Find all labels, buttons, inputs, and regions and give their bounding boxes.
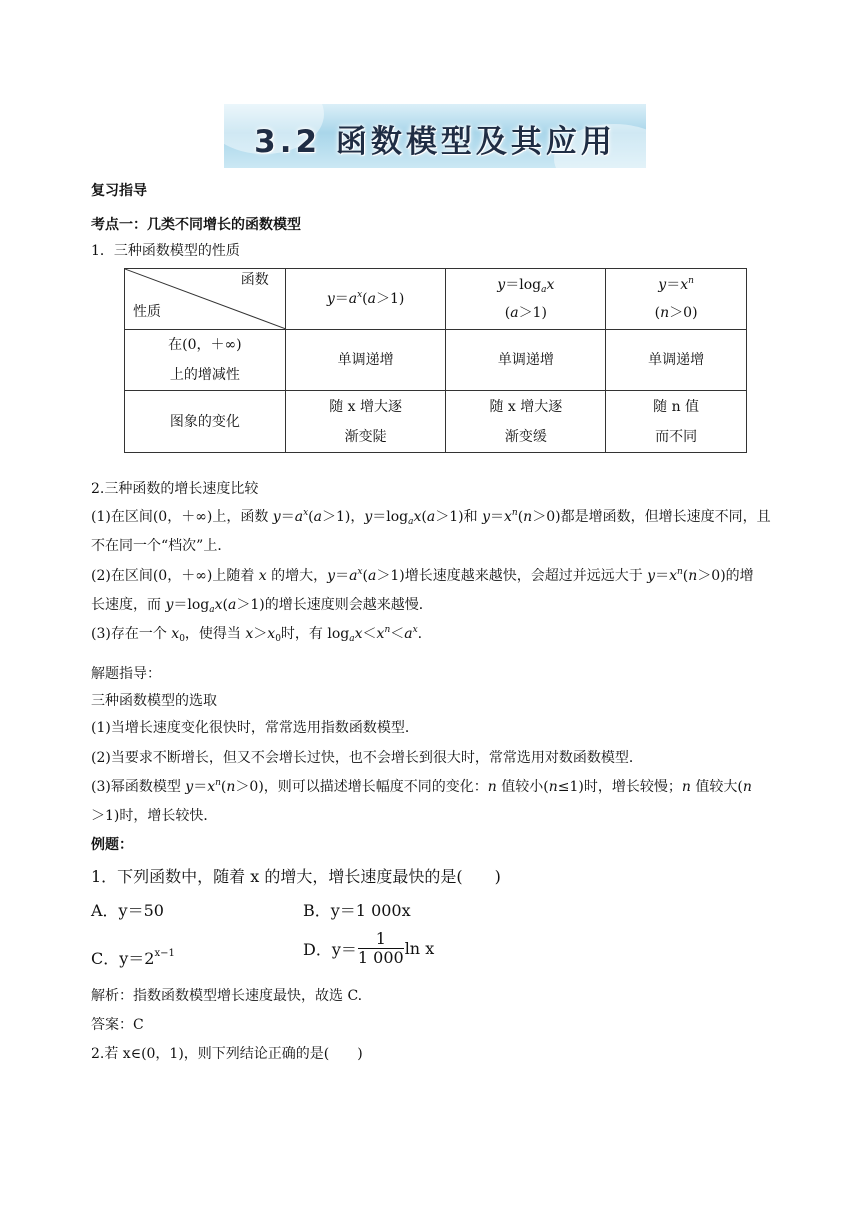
select-point-3-cont: ＞1)时，增长较快．: [91, 808, 218, 824]
table-cell: 随 x 增大逐 渐变缓: [446, 391, 606, 453]
row-label-graph-change: 图象的变化: [125, 391, 286, 453]
comparison-point-1-cont: 不在同一个“档次”上．: [91, 538, 232, 554]
row-label-monotonicity: 在(0，＋∞) 上的增减性: [125, 330, 286, 391]
table-row: [125, 330, 747, 391]
comparison-point-1: (1)在区间(0，＋∞)上，函数 $y=a^x(a>1)$，$y=\log_ax(a>1)$和 $y=x^n(n>0)$都是增函数，但增长速度不同，且: [91, 508, 771, 527]
header-property-label: 性质: [133, 304, 161, 320]
select-heading: 三种函数模型的选取: [91, 693, 217, 709]
solve-guide-heading: 解题指导：: [91, 666, 161, 682]
table-row: [125, 391, 747, 453]
table-cell: 随 x 增大逐 渐变陡: [285, 391, 446, 453]
page-title: 3.2 函数模型及其应用: [254, 124, 616, 160]
table-header-row: [125, 269, 747, 330]
topic-heading: 考点一：几类不同增长的函数模型: [91, 217, 301, 233]
title-banner: [224, 104, 646, 168]
question-2: 2.若 x∈(0，1)，则下列结论正确的是( ): [91, 1046, 363, 1062]
analysis-text: 解析：指数函数模型增长速度最快，故选 C.: [91, 988, 363, 1004]
table-cell: 随 n 值 而不同: [606, 391, 747, 453]
item2-title: 2.三种函数的增长速度比较: [91, 481, 259, 497]
diagonal-header-cell: [125, 269, 286, 330]
header-power: $y=x^n$ (n＞0): [606, 269, 747, 330]
comparison-point-2-cont: 长速度，而 $y=\log_ax(a>1)$的增长速度则会越来越慢．: [91, 597, 433, 615]
comparison-point-2: (2)在区间(0，＋∞)上随着 x 的增大，$y=a^x(a>1)$增长速度越来越快，会超过并远远大于 $y=x^n(n>0)$的增: [91, 567, 754, 584]
table-cell: 单调递增: [285, 330, 446, 391]
select-point-1: (1)当增长速度变化很快时，常常选用指数函数模型．: [91, 720, 419, 736]
select-point-3: (3)幂函数模型 $y=x^n(n>0)$，则可以描述增长幅度不同的变化：n 值较小(n≤1)时，增长较慢；n 值较大(n: [91, 778, 752, 795]
option-d: D．y＝ $\frac{1}{1 000}$ ln x: [303, 929, 435, 967]
select-point-2: (2)当要求不断增长，但又不会增长过快，也不会增长到很大时，常常选用对数函数模型．: [91, 750, 643, 766]
answer-text: 答案：C: [91, 1017, 144, 1033]
item1-title: 1．三种函数模型的性质: [91, 243, 240, 259]
properties-table: [124, 268, 747, 453]
table-cell: 单调递增: [606, 330, 747, 391]
option-c: C．$y=2^{x-1}$: [91, 948, 175, 968]
header-function-label: 函数: [240, 272, 269, 288]
header-exponential: $y=a^x(a>1)$: [285, 269, 446, 330]
table-cell: 单调递增: [446, 330, 606, 391]
comparison-point-3: (3)存在一个 $x_0$，使得当 $x>x_0$时，有 $\log_ax<x^n<a^x$.: [91, 625, 423, 644]
option-b: B．y＝1 000x: [303, 901, 411, 920]
header-logarithmic: $y=\log_ax$ (a＞1): [446, 269, 606, 330]
guide-heading: 复习指导: [91, 183, 147, 199]
example-heading: 例题：: [91, 837, 133, 853]
question-1: 1．下列函数中，随着 x 的增大，增长速度最快的是( ): [91, 867, 501, 886]
option-a: A．y＝50: [91, 901, 164, 920]
fraction: $\frac{1}{1 000}$: [357, 929, 404, 967]
